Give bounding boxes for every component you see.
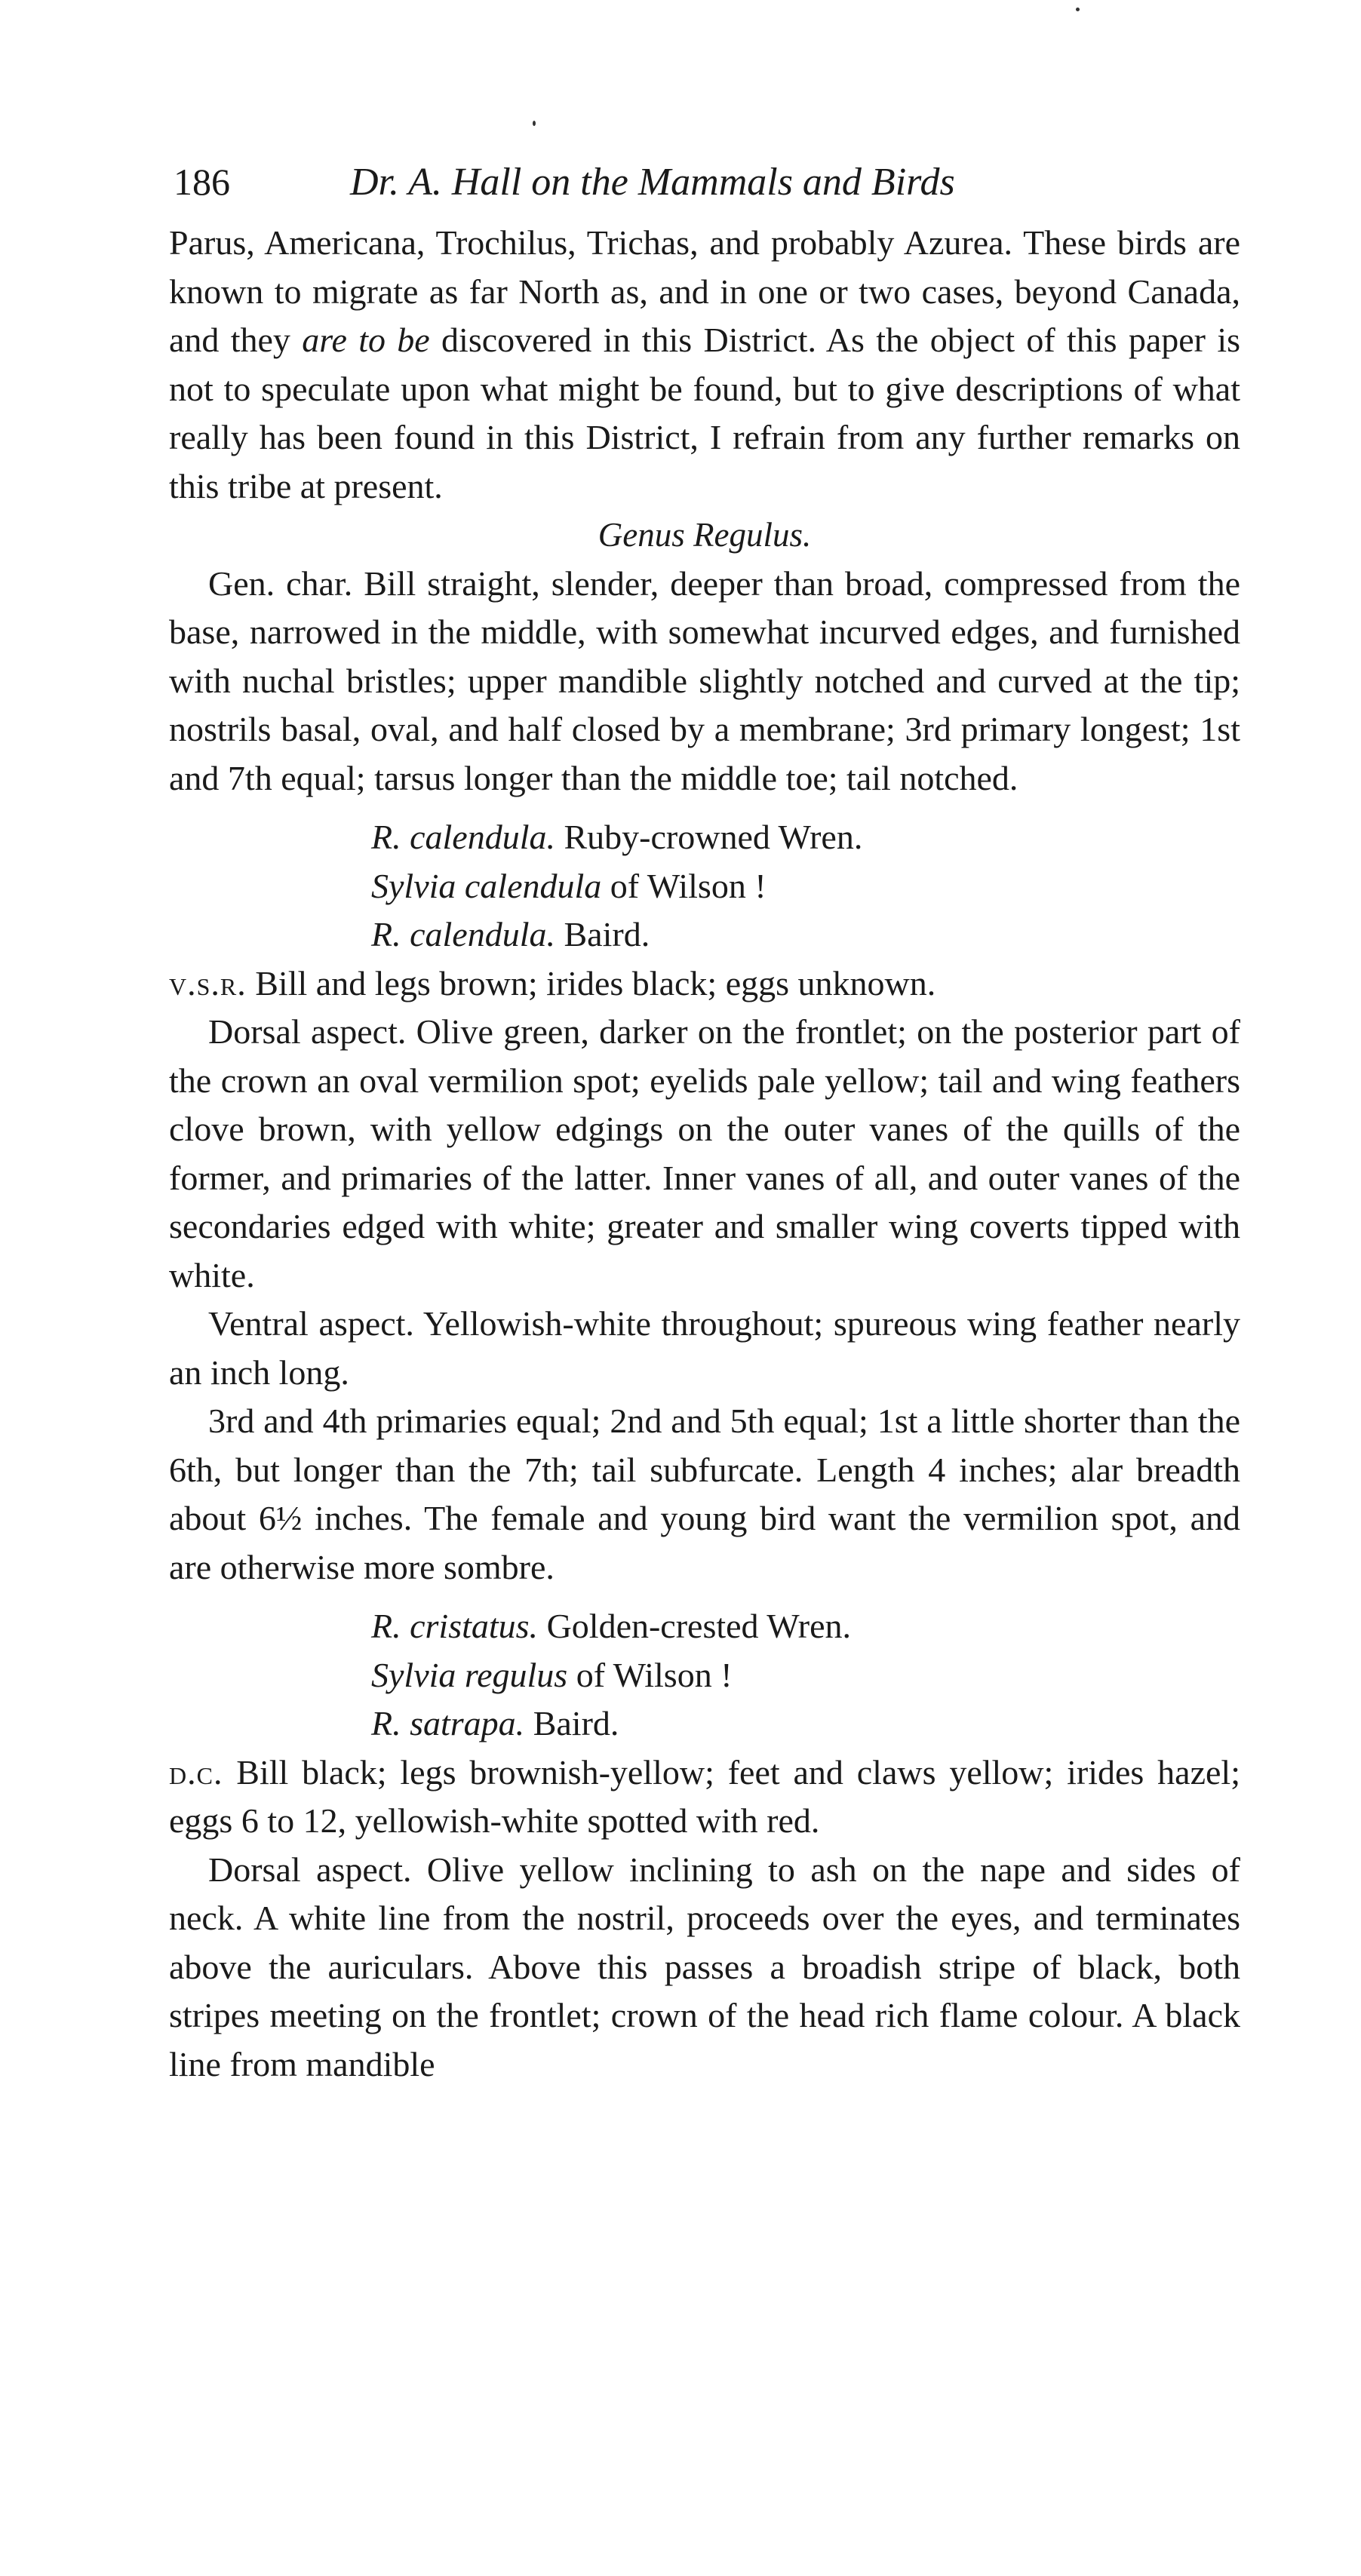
stray-mark-top-right bbox=[1076, 8, 1080, 11]
stray-mark-top-center bbox=[533, 121, 536, 126]
species1-synonym-2-authority: of Wilson ! bbox=[601, 866, 767, 905]
species1-synonym-3-authority: Baird. bbox=[555, 915, 650, 953]
species2-synonym-1 bbox=[371, 1602, 1240, 1651]
species1-scientific-name: R. calendula. bbox=[371, 818, 555, 856]
species1-synonym-3 bbox=[371, 910, 1240, 959]
spacer bbox=[169, 803, 1240, 813]
species2-status-text: Bill black; legs brownish-yellow; feet and claws yellow; irides hazel; eggs 6 to 12, yellowish-white spotted with red. bbox=[169, 1752, 1240, 1840]
species1-status bbox=[169, 959, 1240, 1009]
spacer bbox=[169, 1592, 1240, 1602]
genus-heading: Genus Regulus. bbox=[598, 516, 812, 554]
species1-synonym-3-sci: R. calendula. bbox=[371, 915, 555, 953]
species2-status-code: d.c. bbox=[169, 1752, 223, 1792]
species1-ventral-aspect: Ventral aspect. Yellowish-white throughout; spureous wing feather nearly an inch long. bbox=[169, 1304, 1240, 1392]
running-title: Dr. A. Hall on the Mammals and Birds bbox=[350, 161, 955, 204]
species1-common-name: Ruby-crowned Wren. bbox=[555, 818, 863, 856]
species2-synonymy bbox=[169, 1602, 1240, 1749]
species2-scientific-name: R. cristatus. bbox=[371, 1607, 539, 1645]
species2-synonym-2 bbox=[371, 1651, 1240, 1700]
species2-common-name: Golden-crested Wren. bbox=[538, 1607, 852, 1645]
species1-measurements: 3rd and 4th primaries equal; 2nd and 5th equal; 1st a little shorter than the 6th, but longer than the 7th; tail subfurcate. Length 4 inches; alar breadth about 6½ inches. The female and young bird want the vermilion spot, and are otherwise more sombre. bbox=[169, 1402, 1240, 1586]
intro-text-end: discovered in this District. As the object of this paper is not to speculate upon what might be found, but to give descriptions of what really has been found in this District, I refrain from any further remarks on this tribe at present. bbox=[169, 321, 1240, 505]
intro-paragraph bbox=[169, 219, 1240, 511]
species1-status-code: v.s.r. bbox=[169, 963, 247, 1002]
species1-status-text: Bill and legs brown; irides black; eggs unknown. bbox=[246, 963, 936, 1002]
species1-synonym-2-sci: Sylvia calendula bbox=[371, 866, 602, 905]
generic-characters-paragraph: Gen. char. Bill straight, slender, deeper than broad, compressed from the base, narrowed in the middle, with somewhat incurved edges, and furnished with nuchal bristles; upper mandible slightly notched and curved at the tip; nostrils basal, oval, and half closed by a membrane; 3rd primary longest; 1st and 7th equal; tarsus longer than the middle toe; tail notched. bbox=[169, 563, 1240, 797]
species2-dorsal-aspect: Dorsal aspect. Olive yellow inclining to ash on the nape and sides of neck. A white line from the nostril, proceeds over the eyes, and terminates above the auriculars. Above this passes a broadish stripe of black, both stripes meeting on the frontlet; crown of the head rich flame colour. A black line from mandible bbox=[169, 1850, 1240, 2083]
species2-synonym-3-authority: Baird. bbox=[524, 1704, 619, 1742]
species1-synonym-1 bbox=[371, 813, 1240, 862]
species1-dorsal-aspect: Dorsal aspect. Olive green, darker on the frontlet; on the posterior part of the crown an oval vermilion spot; eyelids pale yellow; tail and wing feathers clove brown, with yellow edgings on the outer vanes of the quills of the former, and primaries of the latter. Inner vanes of all, and outer vanes of the secondaries edged with white; greater and smaller wing coverts tipped with white. bbox=[169, 1012, 1240, 1294]
species2-synonym-2-sci: Sylvia regulus bbox=[371, 1655, 568, 1694]
species2-synonym-2-authority: of Wilson ! bbox=[567, 1655, 733, 1694]
body-text bbox=[169, 219, 1240, 2089]
page-header bbox=[169, 143, 1240, 219]
species1-synonymy bbox=[169, 813, 1240, 959]
intro-text: Parus, Americana, Trochilus, Trichas, and probably Azurea. These birds are known to migrate as far North as, and in one or two cases, beyond Canada, and they bbox=[169, 223, 1240, 359]
species1-synonym-2 bbox=[371, 862, 1240, 911]
species2-status bbox=[169, 1749, 1240, 1846]
intro-emphasis: are to be bbox=[302, 321, 430, 359]
page-number: 186 bbox=[174, 161, 230, 203]
species2-synonym-3-sci: R. satrapa. bbox=[371, 1704, 525, 1742]
page bbox=[169, 143, 1240, 2089]
species2-synonym-3 bbox=[371, 1699, 1240, 1749]
